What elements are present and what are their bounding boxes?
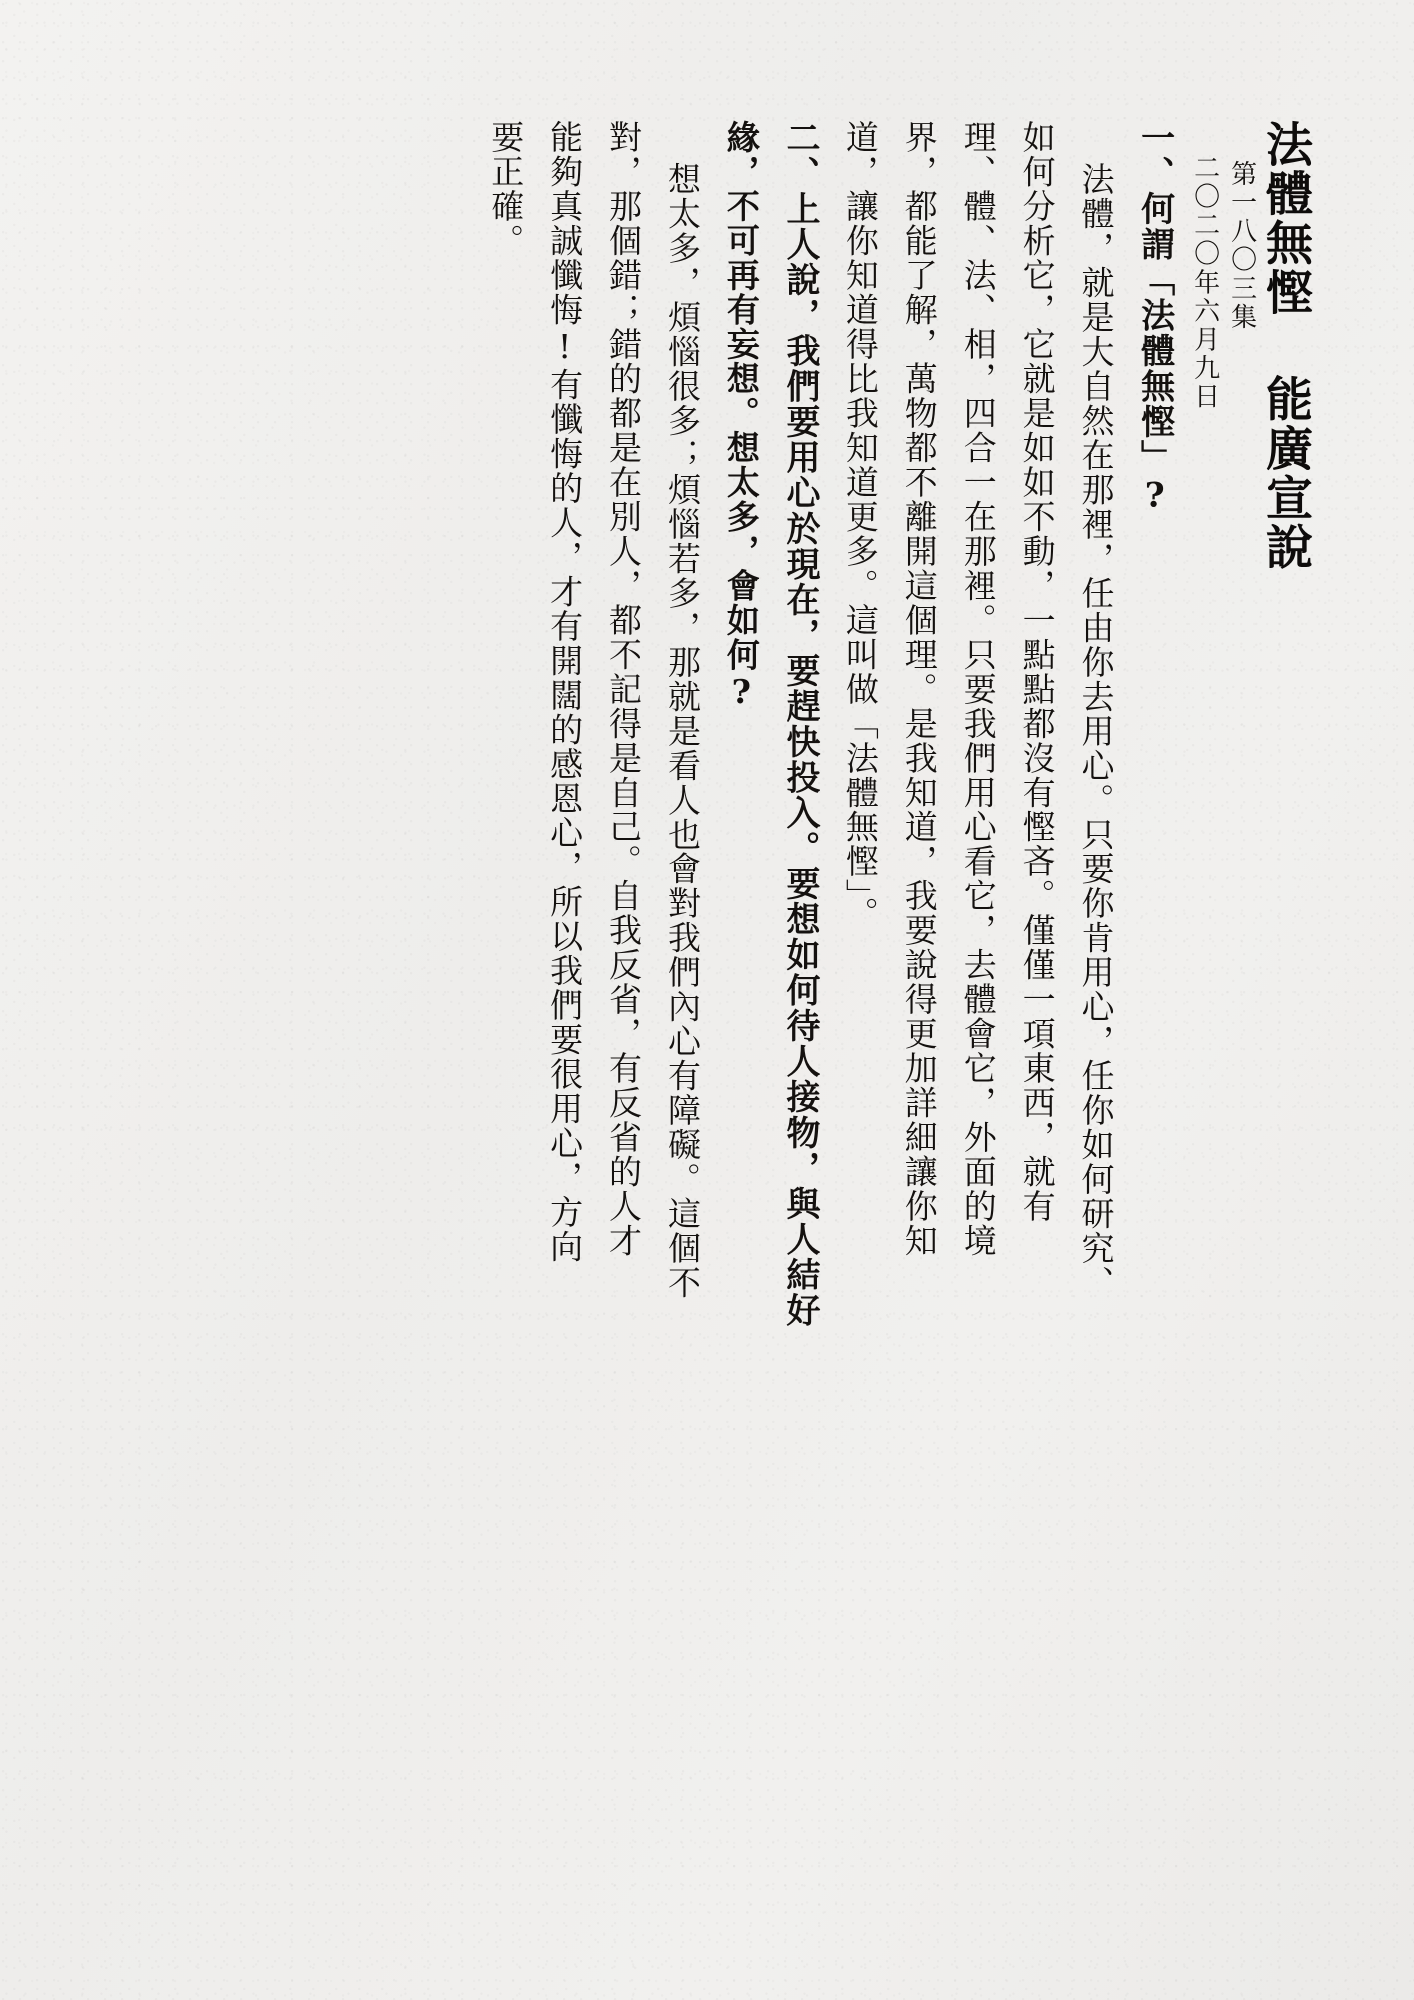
body-column-3: 理、體、法、相，四合一在那裡。只要我們用心看它，去體會它，外面的境 <box>958 120 998 1259</box>
body-column-5: 道，讓你知道得比我知道更多。這叫做「法體無慳」。 <box>840 120 880 932</box>
section-heading-two-cont: 緣，不可再有妄想。想太多，會如何? <box>721 120 761 713</box>
body-column-9: 要正確。 <box>486 120 526 258</box>
page-title: 法體無慳 能廣宣說 <box>1258 120 1313 573</box>
body-column-4: 界，都能了解，萬物都不離開這個理。是我知道，我要說得更加詳細讓你知 <box>899 120 939 1259</box>
body-column-2: 如何分析它，它就是如如不動，一點點都沒有慳吝。僅僅一項東西，就有 <box>1017 120 1057 1224</box>
title-block <box>1187 118 1313 1904</box>
issue-number: 第一八〇三集 <box>1226 160 1257 332</box>
body-column-1: 法體，就是大自然在那裡，任由你去用心。只要你肯用心，任你如何研究、 <box>1076 162 1116 1301</box>
body-column-6: 想太多，煩惱很多；煩惱若多，那就是看人也會對我們內心有障礙。這個不 <box>662 162 702 1301</box>
publication-date: 二〇二〇年六月九日 <box>1189 154 1220 412</box>
section-heading-one: 一、何謂「法體無慳」? <box>1134 120 1175 517</box>
section-heading-two: 二、上人說，我們要用心於現在，要趕快投入。要想如何待人接物，與人結好 <box>780 120 821 1329</box>
body-column-8: 能夠真誠懺悔!有懺悔的人，才有開闊的感恩心，所以我們要很用心，方向 <box>545 120 585 1265</box>
vertical-text-body <box>110 118 1313 1904</box>
body-column-7: 對，那個錯；錯的都是在別人，都不記得是自己。自我反省，有反省的人才 <box>604 120 644 1259</box>
